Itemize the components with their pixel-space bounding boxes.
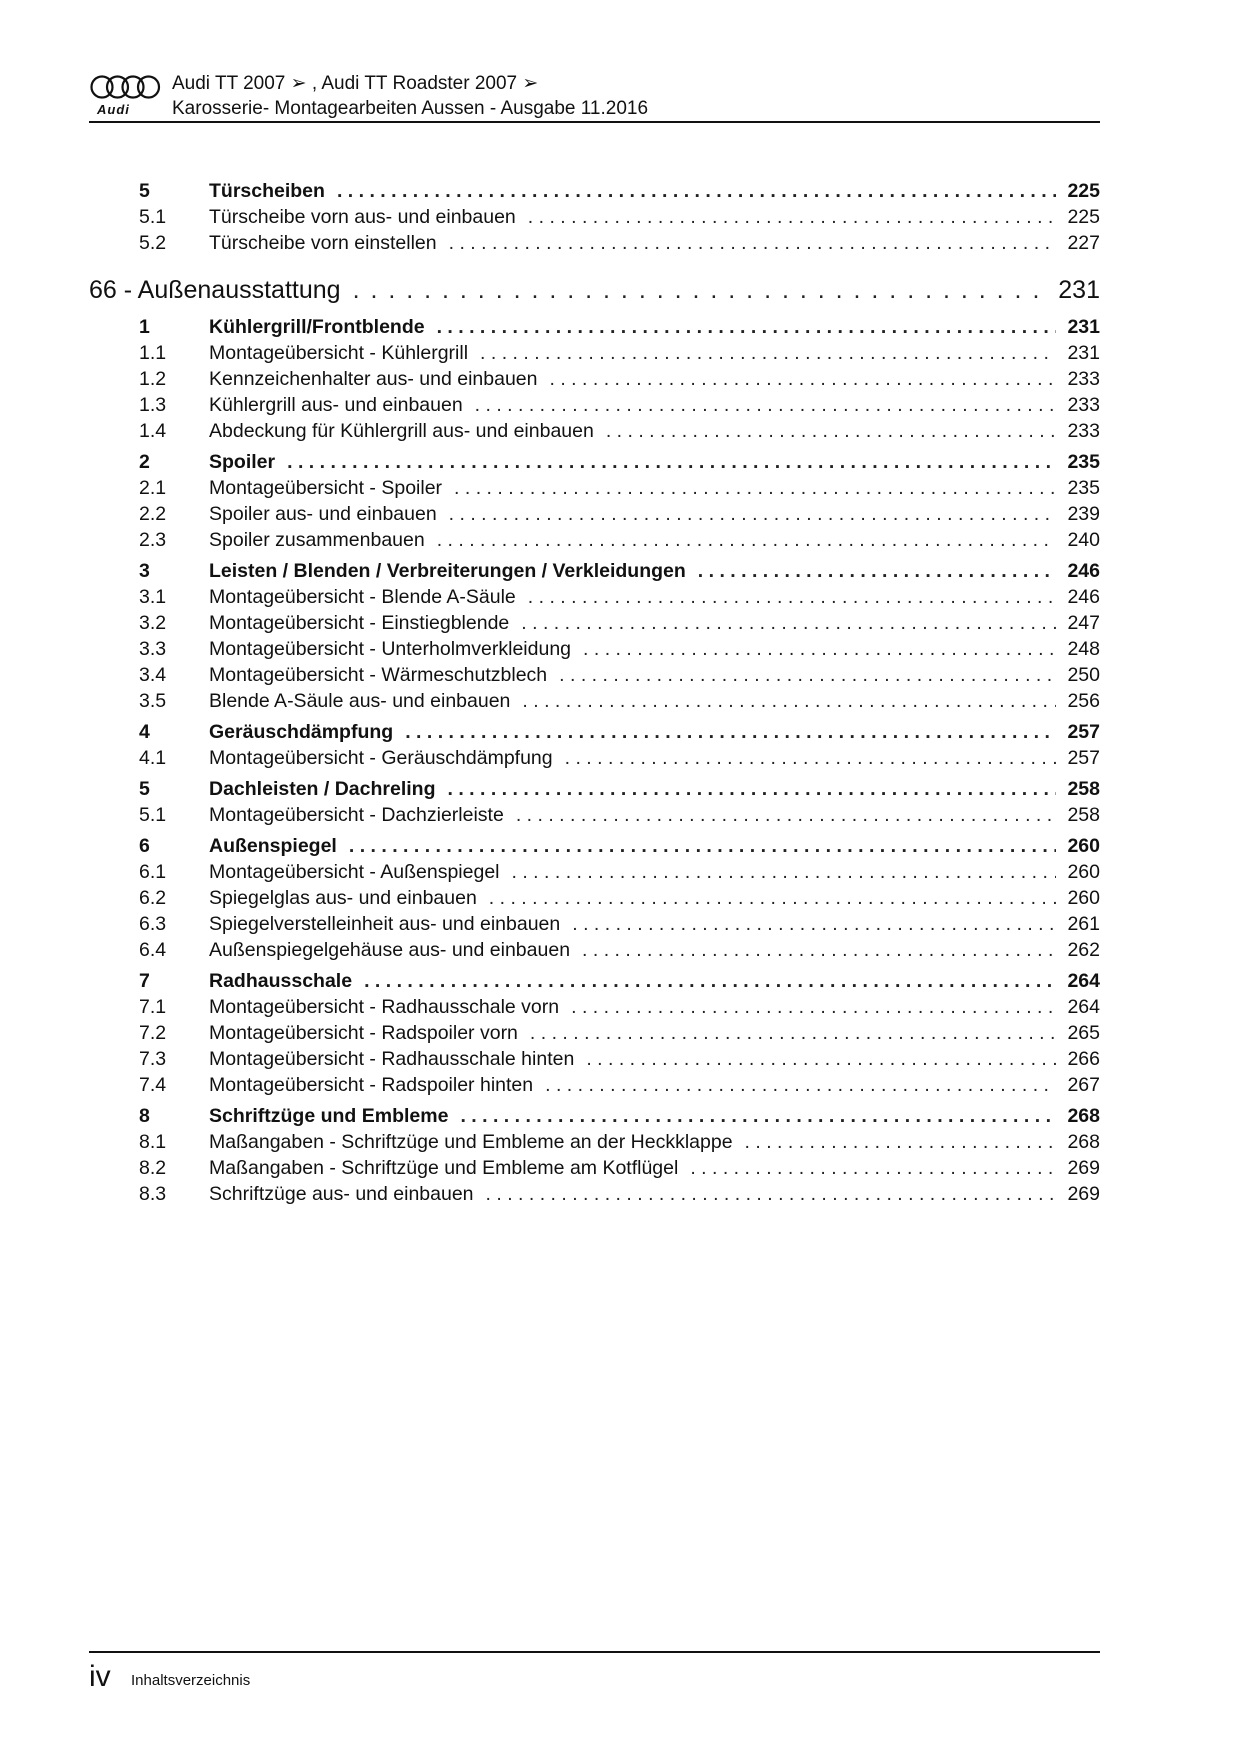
toc-subsection[interactable] xyxy=(89,887,1100,913)
toc-dot-leader xyxy=(480,342,1056,365)
toc-number: 8.3 xyxy=(139,1183,167,1205)
toc-title: Montageübersicht - Geräuschdämpfung xyxy=(209,747,553,769)
toc-section[interactable] xyxy=(89,721,1100,747)
toc-dot-leader xyxy=(572,913,1056,936)
audi-wordmark: Audi xyxy=(97,102,130,117)
toc-number: 5.2 xyxy=(139,232,167,254)
toc-section[interactable] xyxy=(89,1105,1100,1131)
toc-title: Geräuschdämpfung xyxy=(209,721,394,743)
toc-title: Montageübersicht - Wärmeschutzblech xyxy=(209,664,548,686)
toc-page-number: 260 xyxy=(1067,887,1100,909)
toc-dot-leader xyxy=(586,1048,1056,1071)
toc-number: 6.4 xyxy=(139,939,167,961)
toc-dot-leader xyxy=(698,560,1056,583)
toc-page-number: 227 xyxy=(1067,232,1100,254)
toc-page-number: 262 xyxy=(1067,939,1100,961)
toc-title: Maßangaben - Schriftzüge und Embleme am Kotflügel xyxy=(209,1157,679,1179)
toc-dot-leader xyxy=(516,804,1056,827)
toc-number: 6.2 xyxy=(139,887,167,909)
toc-subsection[interactable] xyxy=(89,913,1100,939)
toc-subsection[interactable] xyxy=(89,664,1100,690)
toc-page-number: 269 xyxy=(1067,1183,1100,1205)
toc-dot-leader xyxy=(565,747,1056,770)
toc-page-number: 225 xyxy=(1067,180,1100,202)
toc-title: Spoiler aus- und einbauen xyxy=(209,503,437,525)
toc-number: 3.2 xyxy=(139,612,167,634)
toc-subsection[interactable] xyxy=(89,1157,1100,1183)
toc-number: 8 xyxy=(139,1105,150,1127)
toc-number: 1.1 xyxy=(139,342,167,364)
toc-dot-leader xyxy=(512,861,1056,884)
toc-page-number: 231 xyxy=(1067,316,1100,338)
toc-title: Schriftzüge aus- und einbauen xyxy=(209,1183,474,1205)
toc-dot-leader xyxy=(606,420,1056,443)
toc-page-number: 233 xyxy=(1067,394,1100,416)
toc-dot-leader xyxy=(489,887,1056,910)
footer-page-number: iv xyxy=(89,1660,111,1693)
toc-page-number: 231 xyxy=(1058,276,1100,304)
toc-dot-leader xyxy=(486,1183,1056,1206)
toc-subsection[interactable] xyxy=(89,804,1100,830)
toc-section[interactable] xyxy=(89,778,1100,804)
toc-subsection[interactable] xyxy=(89,503,1100,529)
toc-title: Spoiler xyxy=(209,451,276,473)
audi-logo xyxy=(89,74,161,117)
toc-number: 3.1 xyxy=(139,586,167,608)
toc-title: Abdeckung für Kühlergrill aus- und einbauen xyxy=(209,420,594,442)
toc-dot-leader xyxy=(475,394,1056,417)
toc-number: 5.1 xyxy=(139,804,167,826)
toc-subsection[interactable] xyxy=(89,1131,1100,1157)
toc-title: Montageübersicht - Radhausschale hinten xyxy=(209,1048,575,1070)
toc-dot-leader xyxy=(550,368,1056,391)
table-of-contents xyxy=(89,180,1100,1209)
toc-dot-leader xyxy=(582,939,1056,962)
toc-title: Montageübersicht - Außenspiegel xyxy=(209,861,500,883)
toc-dot-leader xyxy=(528,586,1056,609)
toc-dot-leader xyxy=(745,1131,1056,1154)
toc-section[interactable] xyxy=(89,835,1100,861)
toc-number: 5.1 xyxy=(139,206,167,228)
toc-page-number: 267 xyxy=(1067,1074,1100,1096)
toc-number: 4.1 xyxy=(139,747,167,769)
toc-subsection[interactable] xyxy=(89,612,1100,638)
toc-title: Montageübersicht - Spoiler xyxy=(209,477,443,499)
toc-page-number: 258 xyxy=(1067,804,1100,826)
toc-page-number: 266 xyxy=(1067,1048,1100,1070)
toc-title: Montageübersicht - Dachzierleiste xyxy=(209,804,504,826)
toc-subsection[interactable] xyxy=(89,477,1100,503)
toc-subsection[interactable] xyxy=(89,638,1100,664)
toc-title: Türscheiben xyxy=(209,180,325,202)
toc-title: Kennzeichenhalter aus- und einbauen xyxy=(209,368,538,390)
toc-page-number: 260 xyxy=(1067,861,1100,883)
toc-title: Schriftzüge und Embleme xyxy=(209,1105,449,1127)
toc-subsection[interactable] xyxy=(89,232,1100,258)
toc-number: 3.3 xyxy=(139,638,167,660)
toc-dot-leader xyxy=(522,690,1056,713)
toc-number: 5 xyxy=(139,778,150,800)
toc-title: Montageübersicht - Radspoiler vorn xyxy=(209,1022,518,1044)
toc-subsection[interactable] xyxy=(89,861,1100,887)
toc-title: Türscheibe vorn aus- und einbauen xyxy=(209,206,516,228)
toc-page-number: 257 xyxy=(1067,721,1100,743)
toc-title: Dachleisten / Dachreling xyxy=(209,778,436,800)
toc-page-number: 265 xyxy=(1067,1022,1100,1044)
toc-subsection[interactable] xyxy=(89,690,1100,716)
toc-page-number: 248 xyxy=(1067,638,1100,660)
header-divider xyxy=(89,121,1100,123)
toc-subsection[interactable] xyxy=(89,342,1100,368)
toc-title: Kühlergrill aus- und einbauen xyxy=(209,394,463,416)
toc-page-number: 268 xyxy=(1067,1131,1100,1153)
toc-page-number: 225 xyxy=(1067,206,1100,228)
toc-number: 6.1 xyxy=(139,861,167,883)
toc-section[interactable] xyxy=(89,180,1100,206)
audi-rings-icon xyxy=(89,74,161,100)
toc-number: 6.3 xyxy=(139,913,167,935)
toc-page-number: 233 xyxy=(1067,368,1100,390)
toc-dot-leader xyxy=(349,835,1056,858)
toc-number: 7.1 xyxy=(139,996,167,1018)
toc-page-number: 264 xyxy=(1067,996,1100,1018)
toc-title: Montageübersicht - Unterholmverkleidung xyxy=(209,638,572,660)
toc-subsection[interactable] xyxy=(89,1074,1100,1100)
toc-title: Maßangaben - Schriftzüge und Embleme an der Heckklappe xyxy=(209,1131,733,1153)
toc-page-number: 247 xyxy=(1067,612,1100,634)
toc-dot-leader xyxy=(690,1157,1056,1180)
toc-page-number: 246 xyxy=(1067,586,1100,608)
toc-page-number: 239 xyxy=(1067,503,1100,525)
toc-number: 7.3 xyxy=(139,1048,167,1070)
footer-divider xyxy=(89,1651,1100,1653)
toc-page-number: 261 xyxy=(1067,913,1100,935)
toc-page-number: 235 xyxy=(1067,477,1100,499)
toc-section[interactable] xyxy=(89,451,1100,477)
toc-dot-leader xyxy=(449,503,1056,526)
toc-dot-leader xyxy=(559,664,1056,687)
toc-title: Radhausschale xyxy=(209,970,353,992)
toc-number: 2.1 xyxy=(139,477,167,499)
toc-title: Außenspiegelgehäuse aus- und einbauen xyxy=(209,939,571,961)
toc-number: 7.4 xyxy=(139,1074,167,1096)
toc-subsection[interactable] xyxy=(89,420,1100,446)
toc-dot-leader xyxy=(449,232,1056,255)
toc-title: Blende A-Säule aus- und einbauen xyxy=(209,690,511,712)
toc-dot-leader xyxy=(364,970,1056,993)
footer-label: Inhaltsverzeichnis xyxy=(131,1672,251,1689)
toc-dot-leader xyxy=(530,1022,1056,1045)
toc-number: 2.2 xyxy=(139,503,167,525)
toc-dot-leader xyxy=(454,477,1056,500)
toc-title: Türscheibe vorn einstellen xyxy=(209,232,437,254)
toc-section[interactable] xyxy=(89,970,1100,996)
toc-page-number: 231 xyxy=(1067,342,1100,364)
header-vehicle-line: Audi TT 2007 ➢ , Audi TT Roadster 2007 ➢ xyxy=(172,73,539,94)
toc-subsection[interactable] xyxy=(89,394,1100,420)
toc-number: 1 xyxy=(139,316,150,338)
toc-dot-leader xyxy=(405,721,1056,744)
toc-number: 8.2 xyxy=(139,1157,167,1179)
toc-chapter[interactable] xyxy=(89,263,1100,311)
toc-page-number: 257 xyxy=(1067,747,1100,769)
toc-number: 8.1 xyxy=(139,1131,167,1153)
toc-title: Montageübersicht - Radspoiler hinten xyxy=(209,1074,534,1096)
toc-number: 2.3 xyxy=(139,529,167,551)
toc-number: 1.3 xyxy=(139,394,167,416)
toc-page-number: 250 xyxy=(1067,664,1100,686)
toc-dot-leader xyxy=(528,206,1056,229)
toc-number: 5 xyxy=(139,180,150,202)
toc-dot-leader xyxy=(337,180,1056,203)
toc-page-number: 258 xyxy=(1067,778,1100,800)
toc-subsection[interactable] xyxy=(89,996,1100,1022)
toc-number: 4 xyxy=(139,721,150,743)
toc-section[interactable] xyxy=(89,560,1100,586)
toc-number: 7 xyxy=(139,970,150,992)
toc-title: Leisten / Blenden / Verbreiterungen / Verkleidungen xyxy=(209,560,686,582)
toc-dot-leader xyxy=(521,612,1056,635)
toc-dot-leader xyxy=(460,1105,1056,1128)
toc-page-number: 264 xyxy=(1067,970,1100,992)
toc-subsection[interactable] xyxy=(89,529,1100,555)
toc-number: 3.4 xyxy=(139,664,167,686)
toc-page-number: 269 xyxy=(1067,1157,1100,1179)
toc-dot-leader xyxy=(448,778,1057,801)
toc-title: Montageübersicht - Kühlergrill xyxy=(209,342,469,364)
toc-title: Spiegelglas aus- und einbauen xyxy=(209,887,477,909)
toc-subsection[interactable] xyxy=(89,747,1100,773)
toc-dot-leader xyxy=(353,276,1051,305)
toc-title: Montageübersicht - Einstiegblende xyxy=(209,612,510,634)
toc-dot-leader xyxy=(287,451,1056,474)
toc-page-number: 235 xyxy=(1067,451,1100,473)
toc-title: Spoiler zusammenbauen xyxy=(209,529,425,551)
toc-number: 7.2 xyxy=(139,1022,167,1044)
toc-page-number: 240 xyxy=(1067,529,1100,551)
toc-page-number: 256 xyxy=(1067,690,1100,712)
toc-title: Spiegelverstelleinheit aus- und einbauen xyxy=(209,913,561,935)
toc-title: Montageübersicht - Radhausschale vorn xyxy=(209,996,560,1018)
toc-page-number: 233 xyxy=(1067,420,1100,442)
toc-subsection[interactable] xyxy=(89,1022,1100,1048)
toc-dot-leader xyxy=(571,996,1056,1019)
toc-number: 6 xyxy=(139,835,150,857)
toc-subsection[interactable] xyxy=(89,206,1100,232)
toc-dot-leader xyxy=(583,638,1056,661)
toc-title: Kühlergrill/Frontblende xyxy=(209,316,425,338)
toc-number: 3.5 xyxy=(139,690,167,712)
toc-title: 66 - Außenausstattung xyxy=(89,276,341,304)
toc-subsection[interactable] xyxy=(89,1048,1100,1074)
page-header xyxy=(89,72,1100,124)
toc-page-number: 268 xyxy=(1067,1105,1100,1127)
toc-dot-leader xyxy=(545,1074,1056,1097)
toc-dot-leader xyxy=(437,529,1056,552)
header-manual-title: Karosserie- Montagearbeiten Aussen - Ausgabe 11.2016 xyxy=(172,98,649,119)
toc-title: Montageübersicht - Blende A-Säule xyxy=(209,586,516,608)
toc-subsection[interactable] xyxy=(89,939,1100,965)
toc-number: 2 xyxy=(139,451,150,473)
toc-subsection[interactable] xyxy=(89,1183,1100,1209)
toc-section[interactable] xyxy=(89,316,1100,342)
toc-page-number: 246 xyxy=(1067,560,1100,582)
toc-number: 3 xyxy=(139,560,150,582)
toc-subsection[interactable] xyxy=(89,368,1100,394)
toc-page-number: 260 xyxy=(1067,835,1100,857)
toc-subsection[interactable] xyxy=(89,586,1100,612)
toc-number: 1.4 xyxy=(139,420,167,442)
toc-number: 1.2 xyxy=(139,368,167,390)
toc-dot-leader xyxy=(437,316,1056,339)
toc-title: Außenspiegel xyxy=(209,835,337,857)
